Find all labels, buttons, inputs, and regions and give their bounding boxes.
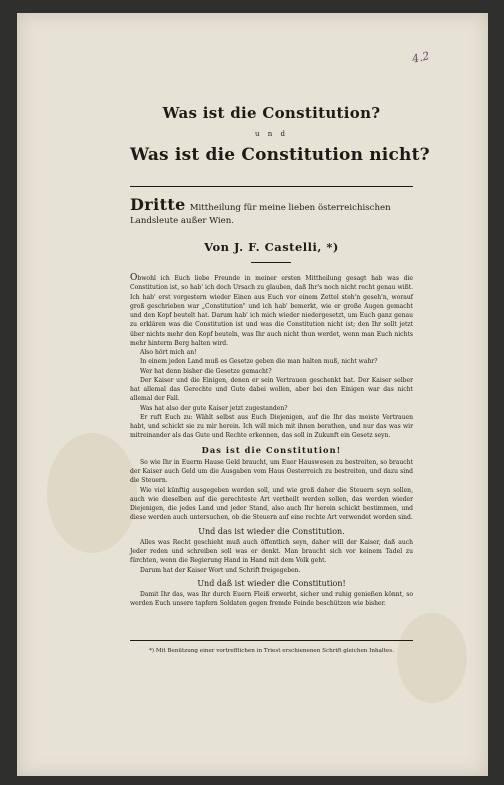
- paragraph-text: Was hat also der gute Kaiser jetzt zugestanden?: [140, 404, 288, 412]
- paragraph: [130, 348, 413, 357]
- paragraph: [130, 566, 413, 575]
- title-line-2: Was ist die Constitution nicht?: [130, 145, 430, 165]
- subtitle-ordinal: Dritte: [130, 195, 186, 214]
- paragraph-text: Darum hat der Kaiser Wort und Schrift freigegeben.: [140, 566, 301, 574]
- section-3: [130, 538, 413, 575]
- paragraph-text: Also hört mich an!: [140, 349, 197, 356]
- article-body: [130, 274, 413, 609]
- paragraph: [130, 376, 413, 404]
- title-conjunction: u n d: [255, 130, 288, 138]
- paragraph: [130, 357, 413, 366]
- paragraph: [130, 486, 413, 523]
- paragraph: [130, 538, 413, 566]
- section-heading-2: Und das ist wieder die Constitution.: [198, 526, 345, 536]
- paragraph: [130, 413, 413, 441]
- paragraph-text: Wer hat denn bisher die Gesetze gemacht?: [140, 367, 272, 375]
- subtitle-text: Mittheilung für meine lieben österreichischen Landsleute außer Wien.: [130, 203, 391, 226]
- paragraph: [130, 590, 413, 609]
- paragraph: [130, 458, 413, 486]
- paragraph-text: Wie viel künftig ausgegeben werden soll, und wie groß daher die Steuern seyn sollen, auch wie dieselben auf die gerechteste Art vertheilt werden sollen, das werden wieder Diejenigen, die jedes Land und jeder Stand, also auch Ihr herein schickt bestimmen, und diese werden auch untersuchen, ob die Steuern auf eine rechte Art verwendet worden sind.: [130, 486, 413, 522]
- title-line-1: Was ist die Constitution?: [162, 104, 381, 122]
- paragraph-text: So wie Ihr in Euerm Hause Geld braucht, um Euer Hauswesen zu bestreiten, so braucht der Kaiser auch Geld um die Ausgaben vom Haus Oesterreich zu bestreiten, und dazu sind die Steuern.: [130, 458, 413, 485]
- handwritten-archive-note: 4.2: [410, 49, 431, 66]
- title-divider: [130, 186, 413, 187]
- paragraph-text: Alles was Recht geschieht muß auch öffentlich seyn, daher will der Kaiser, daß auch Jeder reden und schreiben soll was er denkt. Man braucht sich vor keinem Tadel zu fürchten, wenn die Regierung Hand in Hand mit dem Volk geht.: [130, 538, 413, 565]
- footnote: *) Mit Benützung einer vortrefflichen in Triest erschienenen Schrift gleichen Inhaltes.: [149, 648, 394, 654]
- initial-letter: O: [130, 273, 138, 283]
- paragraph-text: Damit Ihr das, was Ihr durch Euern Fleiß erwerbt, sicher und ruhig genießen könnt, so werden Euch unsere tapfern Soldaten gegen fremde Feinde beschützen wie bisher.: [130, 591, 413, 608]
- author-divider: [251, 262, 291, 263]
- section-heading-3: Und daß ist wieder die Constitution!: [197, 578, 346, 588]
- paragraph-text: Er ruft Euch zu: Wählt selbst aus Euch Diejenigen, auf die Ihr das meiste Vertrauen habt, und schickt sie zu mir herein. Ich will mich mit ihnen berathen, und nur das was wir mitreinander als das Gute und Rechte erkennen, das soll in Zukunft ein Gesetz seyn.: [130, 413, 413, 440]
- paper-stain: [47, 433, 137, 553]
- subtitle: [130, 195, 413, 228]
- section-heading-1: Das ist die Constitution!: [201, 444, 342, 455]
- paragraph-text: In einem jeden Land muß es Gesetze geben die man halten muß, nicht wahr?: [140, 358, 378, 366]
- section-1: [130, 274, 413, 441]
- paragraph: [130, 274, 413, 348]
- section-4: [130, 590, 413, 609]
- footnote-divider: [130, 640, 413, 641]
- paragraph: [130, 367, 413, 376]
- section-2: [130, 458, 413, 523]
- paragraph: [130, 404, 413, 413]
- paragraph-text: bwohl ich Euch liebe Freunde in meiner ersten Mittheilung gesagt hab was die Constitution ist, so hab' ich doch Ursach zu glauben, daß Ihr's noch nicht recht genau wißt. Ich hab' erst vorgestern wieder Einen aus Euch vor einem Zettel steh'n geseh'n, worauf groß geschrieben war „Constitution" und ich hab' bemerkt, wie er große Augen gemacht und den Kopf beutelt hat. Darum hab' ich mich wieder niedergesetzt, um Euch ganz genau zu erklären was die Constitution ist und was die Constitution nicht ist; den Ihr sollt jetzt über nichts mehr den Kopf beuteln, was Ihr auch nicht thun werdet, wenn man Euch nichts mehr hinterm Berg halten wird.: [130, 275, 413, 347]
- paragraph-text: Der Kaiser und die Einigen, denen er sein Vertrauen geschenkt hat. Der Kaiser selber hat allemal das Gerechte und Gute dabei wollen, aber bei den Einigen war das nicht allemal der Fall.: [130, 376, 413, 403]
- author-line: Von J. F. Castelli, *): [204, 240, 339, 254]
